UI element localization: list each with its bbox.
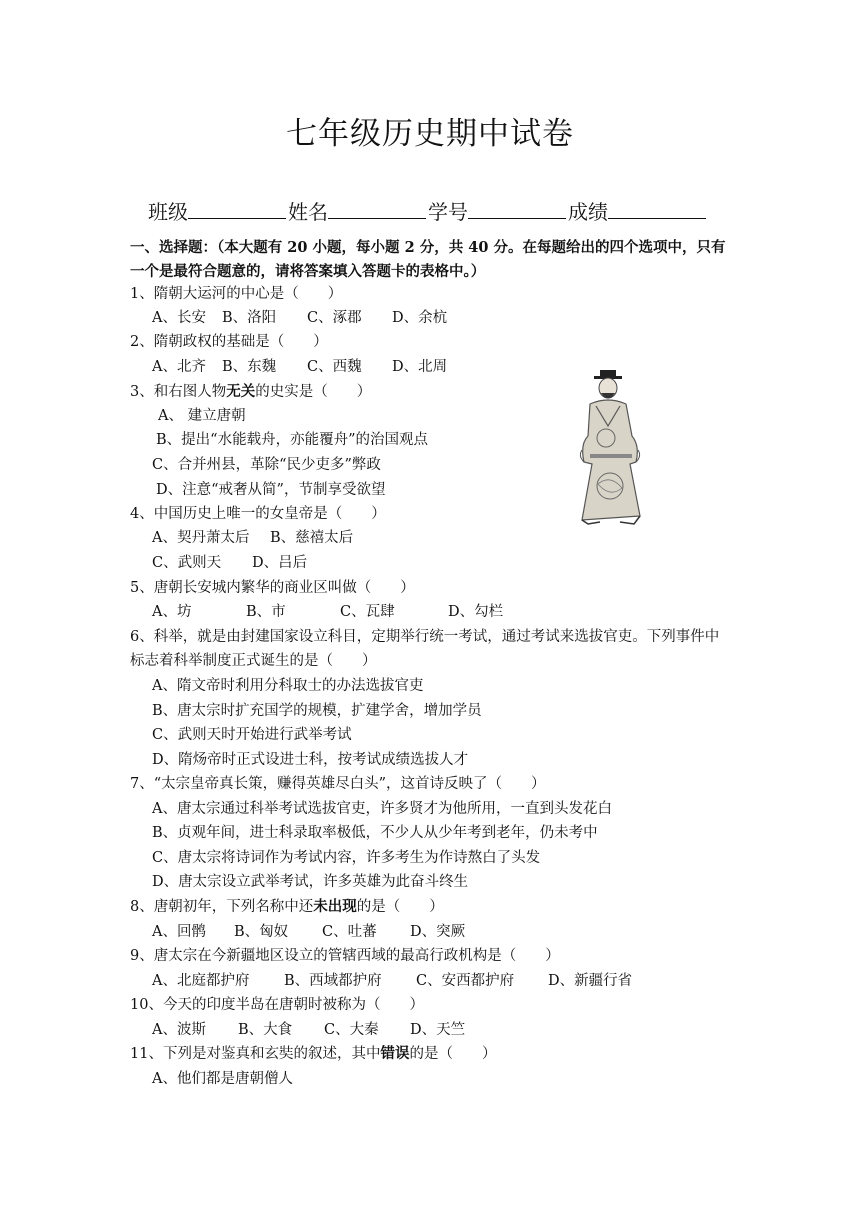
question-text: 11、下列是对鉴真和玄奘的叙述，其中: [130, 1046, 381, 1062]
option[interactable]: A、他们都是唐朝僧人: [152, 1071, 293, 1087]
option[interactable]: C、大秦: [324, 1022, 379, 1038]
options-5: [152, 600, 503, 624]
option[interactable]: D、新疆行省: [548, 973, 633, 989]
options-4b: [152, 551, 307, 575]
class-blank[interactable]: [188, 200, 286, 219]
option[interactable]: B、洛阳: [222, 310, 277, 326]
options-9: [152, 969, 632, 993]
option[interactable]: A、波斯: [152, 1022, 206, 1038]
option[interactable]: A、契丹萧太后: [152, 530, 250, 546]
option[interactable]: C、安西都护府: [416, 973, 515, 989]
question-7: 7、“太宗皇帝真长策，赚得英雄尽白头”，这首诗反映了（ ）: [130, 776, 546, 792]
question-text: 8、唐朝初年，下列名称中还: [130, 899, 314, 915]
question-8: [130, 895, 444, 919]
option[interactable]: C、吐蕃: [322, 924, 377, 940]
option[interactable]: A、北庭都护府: [152, 973, 250, 989]
option[interactable]: D、吕后: [252, 555, 308, 571]
emperor-illustration: [570, 366, 662, 526]
question-text: 3、和右图人物: [130, 384, 227, 400]
name-blank[interactable]: [328, 200, 426, 219]
options-10: [152, 1018, 465, 1042]
option[interactable]: D、北周: [392, 359, 448, 375]
question-10: 10、今天的印度半岛在唐朝时被称为（ ）: [130, 997, 424, 1013]
option[interactable]: D、注意“戒奢从简”，节制享受欲望: [156, 482, 386, 498]
option[interactable]: C、涿郡: [307, 310, 362, 326]
options-8: [152, 920, 465, 944]
question-text: 的史实是（ ）: [255, 384, 372, 400]
option[interactable]: D、余杭: [392, 310, 448, 326]
option[interactable]: D、勾栏: [448, 604, 504, 620]
emphasis-text: 无关: [226, 383, 256, 400]
emperor-portrait-image: [570, 366, 662, 526]
page-title: 七年级历史期中试卷: [286, 116, 574, 152]
option[interactable]: C、武则天时开始进行武举考试: [152, 727, 352, 743]
score-label: 成绩: [568, 200, 608, 224]
option[interactable]: A、 建立唐朝: [158, 408, 246, 424]
id-label: 学号: [428, 200, 468, 224]
option[interactable]: B、西域都护府: [284, 973, 382, 989]
option[interactable]: B、唐太宗时扩充国学的规模，扩建学舍，增加学员: [152, 703, 482, 719]
question-text: 的是（ ）: [409, 1046, 497, 1062]
emphasis-text: 未出现: [313, 898, 357, 915]
question-1: 1、隋朝大运河的中心是（ ）: [130, 286, 343, 302]
option[interactable]: D、唐太宗设立武举考试，许多英雄为此奋斗终生: [152, 874, 469, 890]
student-info-line: [148, 196, 708, 225]
section-heading: 一、选择题：（本大题有 20 小题，每小题 2 分，共 40 分。在每题给出的四个选项中，只有一个是最符合题意的，请将答案填入答题卡的表格中。）: [130, 239, 726, 280]
option[interactable]: A、回鹘: [152, 924, 206, 940]
option[interactable]: D、天竺: [410, 1022, 466, 1038]
question-text: 的是（ ）: [356, 899, 444, 915]
question-2: 2、隋朝政权的基础是（ ）: [130, 334, 328, 350]
question-11: [130, 1042, 496, 1066]
option[interactable]: B、大食: [238, 1022, 293, 1038]
option[interactable]: D、突厥: [410, 924, 466, 940]
question-4: 4、中国历史上唯一的女皇帝是（ ）: [130, 506, 386, 522]
option[interactable]: B、东魏: [222, 359, 277, 375]
question-5: 5、唐朝长安城内繁华的商业区叫做（ ）: [130, 580, 415, 596]
options-2: [152, 355, 447, 379]
options-1: [152, 306, 447, 330]
option[interactable]: B、市: [246, 604, 286, 620]
option[interactable]: A、唐太宗通过科举考试选拔官吏，许多贤才为他所用，一直到头发花白: [152, 801, 612, 817]
option[interactable]: B、慈禧太后: [270, 530, 354, 546]
option[interactable]: B、贞观年间，进士科录取率极低，不少人从少年考到老年，仍未考中: [152, 825, 598, 841]
option[interactable]: B、提出“水能载舟，亦能覆舟”的治国观点: [156, 432, 428, 448]
name-label: 姓名: [288, 200, 328, 224]
option[interactable]: A、隋文帝时利用分科取士的办法选拔官吏: [152, 678, 424, 694]
class-label: 班级: [148, 200, 188, 224]
option[interactable]: B、匈奴: [234, 924, 289, 940]
option[interactable]: A、长安: [152, 310, 206, 326]
question-6: 6、科举，就是由封建国家设立科目，定期举行统一考试，通过考试来选拔官吏。下列事件中标志着科举制度正式诞生的是（ ）: [130, 629, 720, 669]
score-blank[interactable]: [608, 200, 706, 219]
option[interactable]: C、武则天: [152, 555, 222, 571]
option[interactable]: D、隋炀帝时正式设进士科，按考试成绩选拔人才: [152, 752, 469, 768]
option[interactable]: C、西魏: [307, 359, 362, 375]
option[interactable]: A、北齐: [152, 359, 206, 375]
question-9: 9、唐太宗在今新疆地区设立的管辖西域的最高行政机构是（ ）: [130, 948, 560, 964]
option[interactable]: C、合并州县，革除“民少吏多”弊政: [152, 457, 381, 473]
options-4a: [152, 526, 353, 550]
option[interactable]: C、瓦肆: [340, 604, 395, 620]
id-blank[interactable]: [468, 200, 566, 219]
emphasis-text: 错误: [380, 1045, 410, 1062]
option[interactable]: C、唐太宗将诗词作为考试内容，许多考生为作诗熬白了头发: [152, 850, 541, 866]
option[interactable]: A、坊: [152, 604, 192, 620]
question-3: [130, 380, 371, 404]
